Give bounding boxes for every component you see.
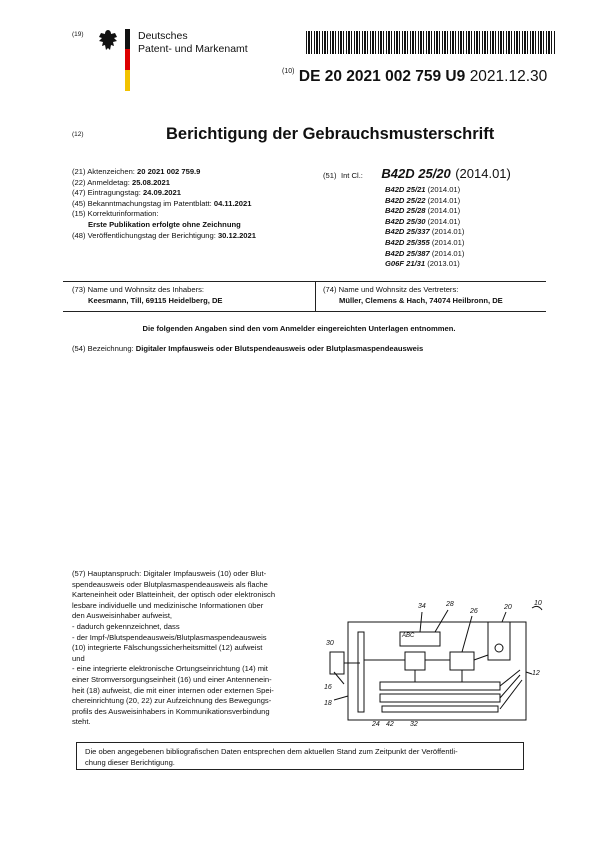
ipc-class: B42D 25/21 (2014.01) (385, 185, 461, 194)
divider-bottom (63, 311, 546, 312)
footer-note-line1: Die oben angegebenen bibliografischen Daten entsprechen dem aktuellen Stand zum Zeitpunkt der Veröffentli- (85, 747, 458, 756)
designation-value: Digitaler Impfausweis oder Blutspendeausweis oder Blutplasmaspendeausweis (135, 344, 424, 353)
ipc-class: G06F 21/31 (2013.01) (385, 259, 460, 269)
divider-vertical (315, 281, 316, 311)
biblio-correction-info: Erste Publikation erfolgte ohne Zeichnung (88, 219, 241, 229)
ipc-header (323, 165, 511, 183)
bibliographic-data (72, 167, 312, 241)
drawing-label: 26 (470, 608, 478, 615)
drawing-label: 12 (532, 670, 540, 677)
ipc-class: B42D 25/387 (2014.01) (385, 248, 465, 258)
ipc-class: B42D 25/30 (2014.01) (385, 216, 461, 226)
barcode (306, 31, 555, 54)
drawing-label: 42 (386, 721, 394, 728)
federal-eagle-logo (97, 28, 119, 60)
claim-line: den Ausweisinhaber aufweist, (72, 611, 173, 621)
ipc-class: B42D 25/28 (2014.01) (385, 206, 461, 216)
drawing-label: 18 (324, 700, 332, 707)
inid-code-19: (19) (72, 31, 84, 38)
main-claim (72, 569, 310, 728)
inid-code-51: (51) (323, 171, 337, 180)
claim-line: lesbare individuelle und medizinische Informationen über (72, 600, 264, 610)
drawing-label: 30 (326, 640, 334, 647)
biblio-45: (45) Bekanntmachungstag im Patentblatt: 04.11.2021 (72, 198, 252, 208)
ipc-main-class: B42D 25/20 (381, 166, 451, 181)
patent-drawing (320, 600, 550, 735)
document-number-line (282, 68, 547, 86)
biblio-15: (15) Korrekturinformation: (72, 209, 159, 219)
claim-line: spendeausweis oder Blutplasmaspendeausweis als flache (72, 579, 268, 589)
claim-line: profils des Ausweisinhabers in Kommunikationsverbindung (72, 706, 270, 716)
owner-label: Name und Wohnsitz des Inhabers: (87, 285, 205, 294)
claim-line: - dadurch gekennzeichnet, dass (72, 621, 180, 631)
office-name (138, 30, 248, 56)
claim-line: (10) integrierte Fälschungssicherheitsmittel (12) aufweist (72, 643, 263, 653)
drawing-label: 16 (324, 684, 332, 691)
drawing-external-module (330, 652, 344, 674)
biblio-47: (47) Eintragungstag: 24.09.2021 (72, 188, 181, 198)
footer-note-line2: chung dieser Berichtigung. (85, 757, 175, 767)
claim-line: heit (18) aufweist, die mit einer internen oder externen Spei- (72, 685, 274, 695)
drawing-label: 34 (418, 603, 426, 610)
claim-line: chereinrichtung (20, 22) zur Aufzeichnung des Bewegungs- (72, 696, 272, 706)
ipc-class: B42D 25/337 (2014.01) (385, 227, 465, 237)
inid-code-12: (12) (72, 131, 84, 138)
claim-line: und (72, 653, 85, 663)
designation (72, 344, 423, 355)
document-date: 2021.12.30 (469, 68, 548, 85)
inid-code-74: (74) (323, 285, 337, 294)
representative-value: Müller, Clemens & Hach, 74074 Heilbronn, DE (339, 295, 503, 305)
document-title: Berichtigung der Gebrauchsmusterschrift (166, 125, 495, 143)
office-name-line2: Patent- und Markenamt (138, 43, 248, 55)
footer-note-box (76, 742, 524, 770)
drawing-box-text: ABC (402, 633, 415, 639)
divider-top (63, 281, 546, 282)
claim-line: einer Stromversorgungseinheit (16) und einer Antennenein- (72, 674, 272, 684)
flag-bar (125, 29, 130, 91)
inid-code-54: (54) (72, 344, 86, 353)
ipc-class: B42D 25/22 (2014.01) (385, 195, 461, 205)
claim-line: - der Impf-/Blutspendeausweis/Blutplasmaspendeausweis (72, 632, 267, 642)
ipc-class-list (385, 185, 464, 270)
designation-label: Bezeichnung: (87, 344, 136, 353)
drawing-label: 20 (504, 604, 512, 611)
drawing-label: 28 (446, 601, 454, 608)
ipc-class: B42D 25/355 (2014.01) (385, 237, 465, 247)
inid-code-73: (73) (72, 285, 86, 294)
inid-code-10: (10) (282, 68, 295, 75)
office-name-line1: Deutsches (138, 30, 188, 42)
biblio-22: (22) Anmeldetag: 25.08.2021 (72, 177, 170, 187)
drawing-card-outline (348, 622, 526, 720)
ipc-label: Int Cl.: (340, 171, 363, 180)
representative-block (323, 285, 543, 306)
owner-block (72, 285, 310, 306)
biblio-48: (48) Veröffentlichungstag der Berichtigung: 30.12.2021 (72, 230, 256, 240)
claim-line: - eine integrierte elektronische Ortungseinrichtung (14) mit (72, 664, 268, 674)
ipc-main-version: (2014.01) (455, 166, 511, 181)
claim-line: Karteneinheit oder Blatteinheit, der optisch oder elektronisch (72, 590, 276, 600)
claim-line: (57) Hauptanspruch: Digitaler Impfausweis (10) oder Blut- (72, 569, 267, 578)
document-number: DE 20 2021 002 759 U9 (298, 68, 466, 85)
owner-value: Keesmann, Till, 69115 Heidelberg, DE (88, 295, 223, 305)
drawing-label: 24 (372, 721, 380, 728)
applicant-notice: Die folgenden Angaben sind den vom Anmelder eingereichten Unterlagen entnommen. (142, 324, 456, 333)
drawing-label: 10 (534, 600, 542, 607)
claim-line: steht. (72, 717, 91, 727)
drawing-label: 32 (410, 721, 418, 728)
biblio-21: (21) Aktenzeichen: 20 2021 002 759.9 (72, 167, 201, 176)
representative-label: Name und Wohnsitz des Vertreters: (338, 285, 459, 294)
